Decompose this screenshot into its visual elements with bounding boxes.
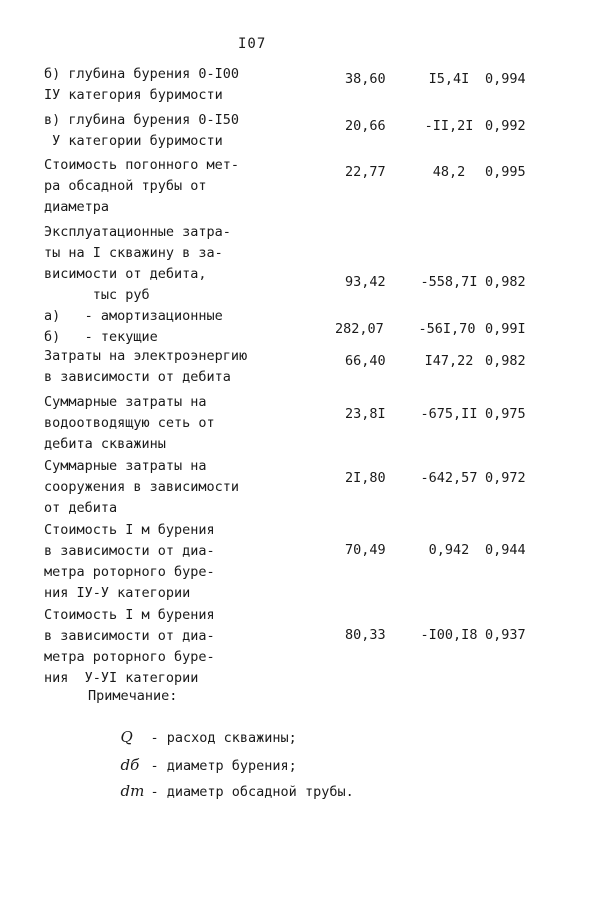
row-label <box>44 222 344 348</box>
value-r: 0,982 <box>485 274 526 290</box>
value-b: -642,57 <box>420 470 478 486</box>
row-label <box>44 456 344 519</box>
label-line: Стоимость I м бурения <box>44 522 215 538</box>
row-label <box>44 155 344 218</box>
label-line: висимости от дебита, <box>44 266 207 282</box>
label-line: Суммарные затраты на <box>44 458 207 474</box>
label-line: в зависимости от диа- <box>44 628 215 644</box>
note-text: - диаметр обсадной трубы. <box>150 784 354 800</box>
symbol-dt: dт <box>120 782 145 800</box>
label-line: Эксплуатационные затра- <box>44 224 231 240</box>
label-line: ния У-УI категории <box>44 670 199 686</box>
value-a: 20,66 <box>345 118 386 134</box>
value-a: 2I,80 <box>345 470 386 486</box>
note-text: - диаметр бурения; <box>150 758 297 774</box>
page-number: I07 <box>238 36 267 52</box>
value-r: 0,992 <box>485 118 526 134</box>
label-line: ния IУ-У категории <box>44 585 191 601</box>
value-r: 0,99I <box>485 321 526 337</box>
label-line: в) глубина бурения 0-I50 <box>44 112 240 128</box>
label-line: в зависимости от дебита <box>44 369 231 385</box>
note-title: Примечание: <box>88 688 178 704</box>
row-label <box>44 605 344 689</box>
label-line: а) - амортизационные <box>44 308 223 324</box>
value-a: 23,8I <box>345 406 386 422</box>
label-line: ты на I скважину в за- <box>44 245 223 261</box>
value-b: -675,II <box>420 406 478 422</box>
label-line: У категории буримости <box>44 133 223 149</box>
row-label <box>44 110 344 152</box>
row-label <box>44 346 344 388</box>
label-line: сооружения в зависимости <box>44 479 240 495</box>
value-a: 38,60 <box>345 71 386 87</box>
value-a: 66,40 <box>345 353 386 369</box>
label-line: IУ категория буримости <box>44 87 223 103</box>
value-b: -I00,I8 <box>420 627 478 643</box>
value-b: 48,2 <box>432 164 466 180</box>
label-line: метра роторного буре- <box>44 649 215 665</box>
value-b: -56I,70 <box>418 321 476 337</box>
value-b: -II,2I <box>424 118 474 134</box>
label-line: тыс руб <box>44 287 150 303</box>
label-line: в зависимости от диа- <box>44 543 215 559</box>
value-a: 70,49 <box>345 542 386 558</box>
value-r: 0,995 <box>485 164 526 180</box>
row-label <box>44 520 344 604</box>
value-b: -558,7I <box>420 274 478 290</box>
value-a: 80,33 <box>345 627 386 643</box>
value-r: 0,982 <box>485 353 526 369</box>
value-r: 0,972 <box>485 470 526 486</box>
label-line: Затраты на электроэнергию <box>44 348 248 364</box>
label-line: диаметра <box>44 199 110 215</box>
value-a: 282,07 <box>335 321 384 337</box>
value-b: I5,4I <box>428 71 470 87</box>
value-a: 93,42 <box>345 274 386 290</box>
row-label <box>44 392 344 455</box>
row-values <box>345 625 585 730</box>
value-b: I47,22 <box>424 353 474 369</box>
value-r: 0,944 <box>485 542 526 558</box>
value-r: 0,975 <box>485 406 526 422</box>
value-b: 0,942 <box>428 542 470 558</box>
label-line: дебита скважины <box>44 436 166 452</box>
label-line: б) - текущие <box>44 329 158 345</box>
symbol-db: dб <box>120 756 140 774</box>
label-line: б) глубина бурения 0-I00 <box>44 66 240 82</box>
note-item <box>88 766 354 816</box>
row-label <box>44 64 344 106</box>
note-text: - расход скважины; <box>150 730 297 746</box>
label-line: Суммарные затраты на <box>44 394 207 410</box>
row-values <box>345 162 585 267</box>
label-line: Стоимость I м бурения <box>44 607 215 623</box>
value-r: 0,937 <box>485 627 526 643</box>
label-line: от дебита <box>44 500 118 516</box>
symbol-q: Q <box>120 728 133 746</box>
value-r: 0,994 <box>485 71 526 87</box>
label-line: ра обсадной трубы от <box>44 178 207 194</box>
value-a: 22,77 <box>345 164 386 180</box>
label-line: Стоимость погонного мет- <box>44 157 240 173</box>
label-line: водоотводящую сеть от <box>44 415 215 431</box>
label-line: метра роторного буре- <box>44 564 215 580</box>
